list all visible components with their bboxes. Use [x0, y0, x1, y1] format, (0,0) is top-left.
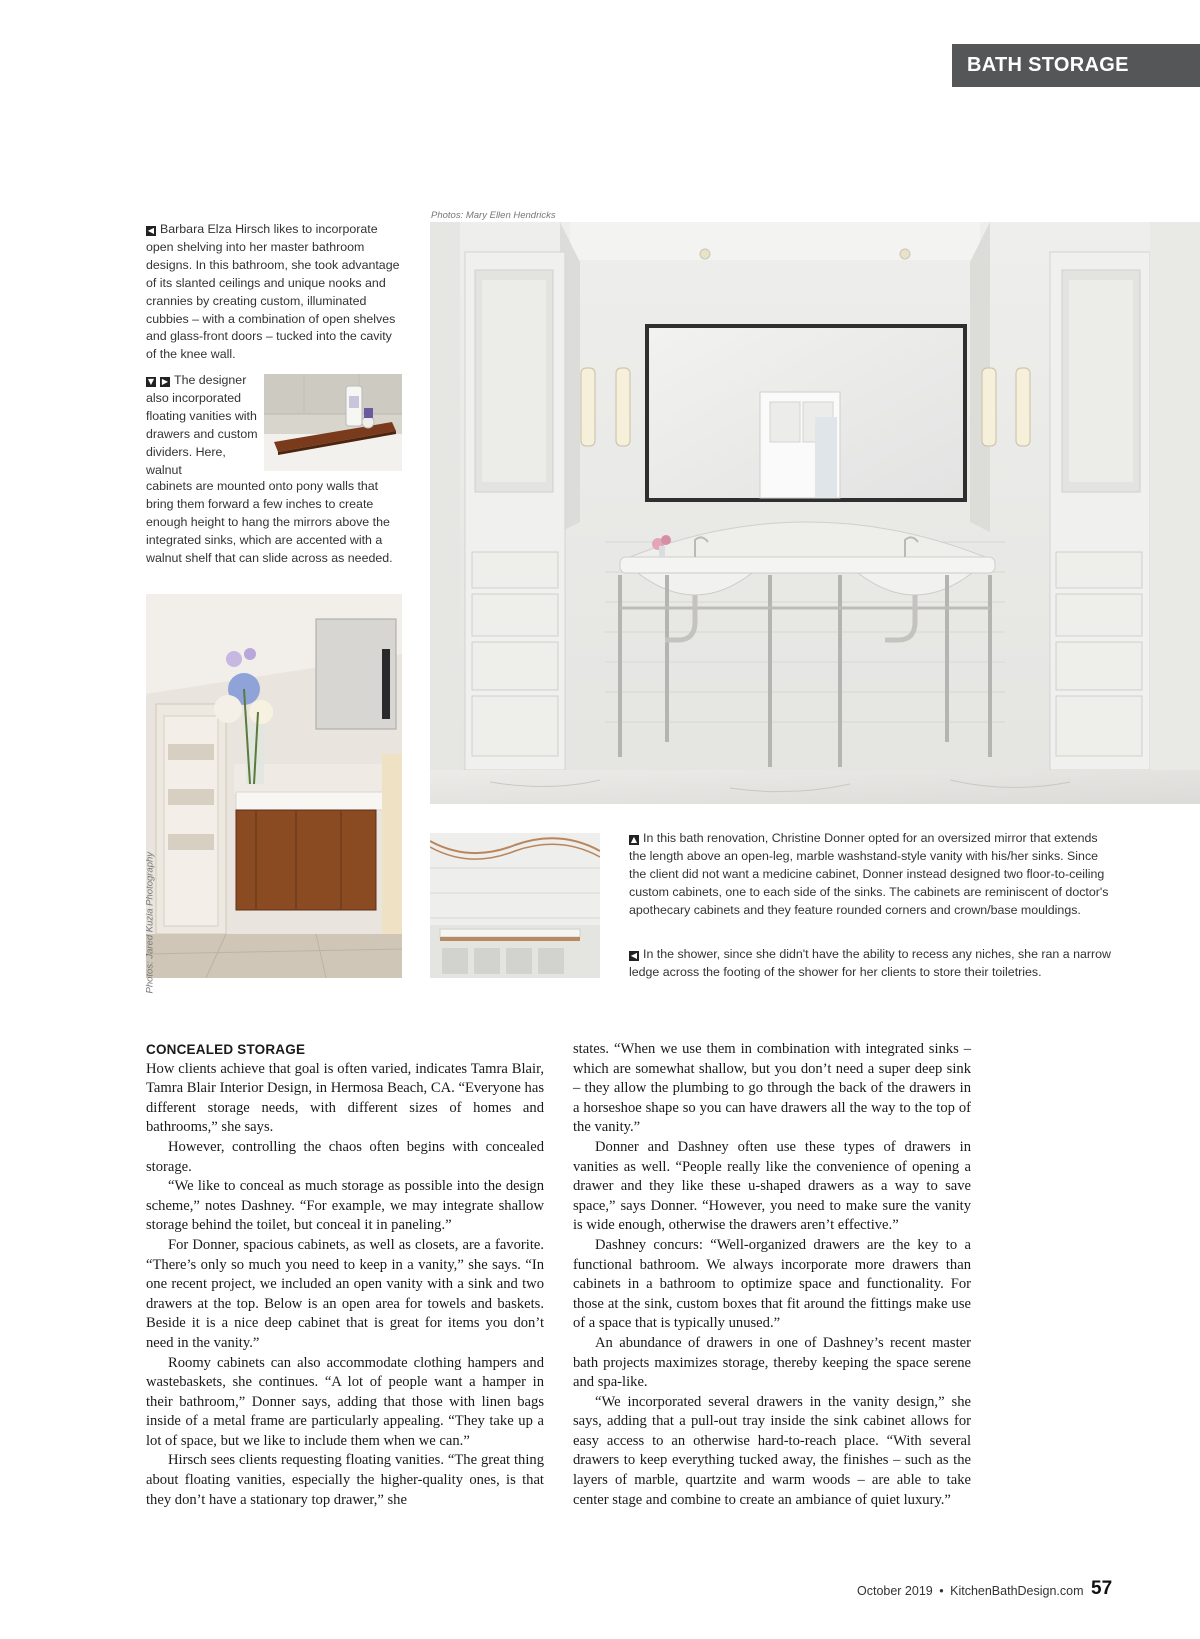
- arrow-down-icon: ▼: [147, 377, 155, 386]
- caption-cubbies-text: Barbara Elza Hirsch likes to incorporate open shelving into her master bathroom designs. In this bathroom, she took advantage of its slanted ceilings and unique nooks and crannies by creating custom, illuminated cubbies – with a combination of open shelves and glass-front doors – tucked into the cavity of the knee wall.: [146, 222, 400, 362]
- footer-site: KitchenBathDesign.com: [950, 1584, 1084, 1598]
- photo-walnut-shelf: [264, 374, 402, 471]
- caption-donner: [629, 830, 1111, 920]
- section-tab: BATH STORAGE: [952, 44, 1200, 87]
- arrow-left-icon: ◀: [147, 226, 155, 235]
- photo-credit-main: Photos: Mary Ellen Hendricks: [431, 210, 556, 221]
- photo-shower-ledge: [430, 833, 600, 978]
- photo-credit-side: Photos: Jared Kuzia Photography: [144, 851, 156, 994]
- paragraph: states. “When we use them in combination with integrated sinks – which are somewhat shallow, but you don’t need a super deep sink – they allow the plumbing to go through the back of the drawers in a horseshoe shape so you can have drawers all the way to the top of the vanity.”: [573, 1041, 971, 1136]
- paragraph: “We incorporated several drawers in the vanity design,” she says, adding that a pull-out tray inside the sink cabinet allows for easy access to an otherwise hard-to-reach place. “With several drawers to keep everything tucked away, the finishes – such as the layers of marble, quartzite and warm woods – are able to take center stage and combine to create an ambiance of quiet luxury.”: [573, 1393, 971, 1508]
- paragraph: An abundance of drawers in one of Dashney’s recent master bath projects maximizes storage, thereby keeping the space serene and spa-like.: [573, 1334, 971, 1391]
- footer-issue-line: [857, 1584, 1084, 1598]
- photo-donner-vanity: [430, 222, 1200, 804]
- arrow-up-icon: ▲: [630, 835, 638, 844]
- paragraph: Donner and Dashney often use these types of drawers in vanities as well. “People really like the convenience of opening a drawer and they like these u-shaped drawers as a way to save space,” says Donner. “However, you need to make sure the vanity is wide enough, otherwise the drawers aren’t effective.”: [573, 1138, 971, 1234]
- footer-issue: October 2019: [857, 1584, 933, 1598]
- paragraph: For Donner, spacious cabinets, as well as closets, are a favorite. “There’s only so much you need to keep in a vanity,” she says. “In one recent project, we included an open vanity with a sink and two drawers at the top. Below is an open area for towels and baskets. Beside it is a nice deep cabinet that is great for items you don’t need in the vanity.”: [146, 1236, 544, 1351]
- caption-vanity-lead: [146, 372, 258, 479]
- paragraph: “We like to conceal as much storage as possible into the design scheme,” notes Dashney. “For example, we may integrate shallow storage behind the toilet, but conceal it in paneling.”: [146, 1178, 544, 1234]
- paragraph: Hirsch sees clients requesting floating vanities. “The great thing about floating vanities, especially the higher-quality ones, is that they don’t have a stationary top drawer,” she: [146, 1452, 544, 1508]
- article-column-2: [573, 1040, 971, 1510]
- page-number: 57: [1091, 1578, 1113, 1599]
- caption-vanity-lead-text: The designer also incorporated floating vanities with drawers and custom dividers. Here, walnut: [146, 373, 258, 477]
- arrow-left-icon: ◀: [630, 951, 638, 960]
- caption-shower-text: In the shower, since she didn't have the ability to recess any niches, she ran a narrow ledge across the footing of the shower for her clients to store their toiletries.: [629, 947, 1111, 979]
- caption-shower: [629, 946, 1111, 982]
- caption-vanity-rest: cabinets are mounted onto pony walls that bring them forward a few inches to create enough height to hang the mirrors above the integrated sinks, which are accented with a walnut shelf that can slide across as needed.: [146, 479, 393, 565]
- photo-hirsch-vanity: [146, 594, 402, 978]
- arrow-right-icon: ▶: [161, 377, 169, 386]
- paragraph: Roomy cabinets can also accommodate clothing hampers and wastebaskets, she continues. “A lot of people want a hamper in their bathroom,” Donner says, adding that those with linen bags inside of a metal frame are particularly appealing. “They take up a lot of space, but we like to include them when we can.”: [146, 1354, 544, 1449]
- article-heading: CONCEALED STORAGE: [146, 1042, 306, 1057]
- paragraph: Dashney concurs: “Well-organized drawers are the key to a functional bathroom. We always incorporate more drawers than cabinets in a bathroom to optimize space and functionality. For those at the sink, custom boxes that fit around the fittings make use of a space that is typically unused.”: [573, 1236, 971, 1332]
- footer-separator: •: [939, 1584, 944, 1598]
- paragraph: However, controlling the chaos often begins with concealed storage.: [146, 1138, 544, 1175]
- caption-cubbies: [146, 221, 402, 364]
- caption-donner-text: In this bath renovation, Christine Donner opted for an oversized mirror that extends the length above an open-leg, marble washstand-style vanity with his/her sinks. Since the client did not want a medicine cabinet, Donner instead designed two floor-to-ceiling custom cabinets, one to each side of the sinks. The cabinets are reminiscent of doctor's apothecary cabinets and they feature rounded corners and crown/base mouldings.: [629, 831, 1109, 917]
- article-column-1: [146, 1040, 544, 1510]
- paragraph: How clients achieve that goal is often varied, indicates Tamra Blair, Tamra Blair Interior Design, in Hermosa Beach, CA. “Everyone has different storage needs, with different sizes of homes and bathrooms,” she says.: [146, 1060, 544, 1136]
